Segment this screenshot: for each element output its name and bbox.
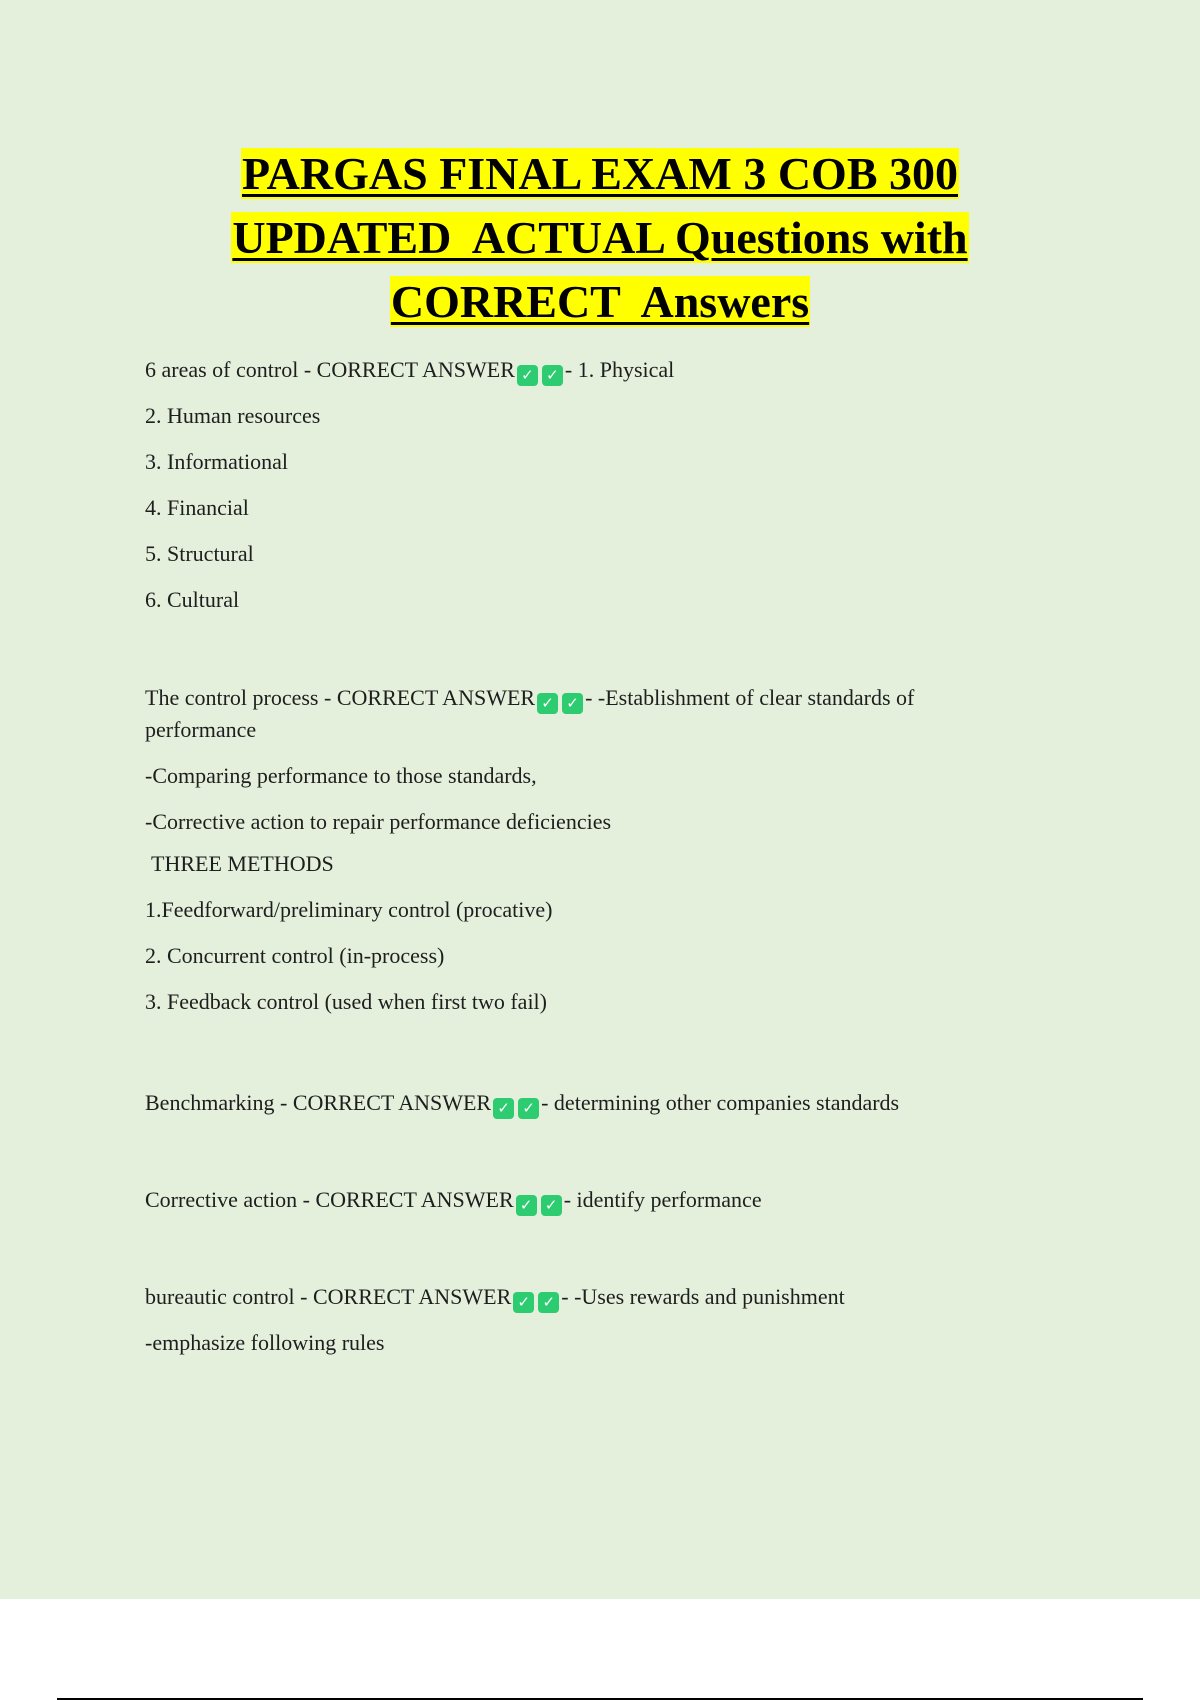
qa-answer-start: - -Establishment of clear standards of performance	[145, 685, 915, 742]
qa-answer-line: THREE METHODS	[151, 851, 334, 876]
white-check-mark-icon: ✓	[517, 365, 538, 386]
qa-answer-start: - -Uses rewards and punishment	[561, 1284, 845, 1309]
qa-term: bureautic control -	[145, 1284, 308, 1309]
qa-term: The control process -	[145, 685, 332, 710]
qa-answer-line: 3. Feedback control (used when first two fail)	[145, 989, 547, 1014]
white-check-mark-icon: ✓	[538, 1292, 559, 1313]
white-check-mark-icon: ✓	[562, 693, 583, 714]
qa-answer-line: 3. Informational	[145, 449, 288, 474]
qa-entry-areas-of-control	[145, 354, 1025, 616]
qa-first-line	[145, 1087, 1025, 1119]
qa-answer-start: - 1. Physical	[564, 357, 675, 382]
qa-answer-line: -Corrective action to repair performance deficiencies	[145, 809, 612, 834]
qa-answer-line: 2. Concurrent control (in-process)	[145, 943, 445, 968]
document-title	[100, 142, 1100, 334]
qa-answer-line: 4. Financial	[145, 495, 249, 520]
title-line: PARGAS FINAL EXAM 3 COB 300	[241, 148, 958, 199]
qa-term: Corrective action -	[145, 1187, 310, 1212]
qa-first-line	[145, 1184, 1025, 1216]
qa-entry-benchmarking	[145, 1087, 1025, 1119]
answer-tag: CORRECT ANSWER	[336, 685, 536, 710]
qa-entry-bureautic-control	[145, 1281, 1025, 1359]
white-check-mark-icon: ✓	[518, 1098, 539, 1119]
white-check-mark-icon: ✓	[493, 1098, 514, 1119]
white-check-mark-icon: ✓	[513, 1292, 534, 1313]
qa-answer-start: - identify performance	[563, 1187, 762, 1212]
qa-answer-line: 6. Cultural	[145, 587, 240, 612]
qa-answer-line: -Comparing performance to those standards,	[145, 763, 537, 788]
title-line: UPDATED ACTUAL Questions with	[232, 212, 968, 263]
white-check-mark-icon: ✓	[541, 1195, 562, 1216]
qa-first-line	[145, 354, 1025, 386]
title-line: CORRECT Answers	[390, 276, 810, 327]
white-check-mark-icon: ✓	[516, 1195, 537, 1216]
qa-first-line	[145, 682, 1025, 746]
answer-tag: CORRECT ANSWER	[292, 1090, 492, 1115]
answer-tag: CORRECT ANSWER	[316, 357, 515, 382]
white-check-mark-icon: ✓	[542, 365, 563, 386]
qa-term: 6 areas of control -	[145, 357, 312, 382]
qa-entry-control-process	[145, 682, 1025, 1018]
qa-term: Benchmarking -	[145, 1090, 288, 1115]
qa-answer-line: 2. Human resources	[145, 403, 321, 428]
answer-tag: CORRECT ANSWER	[315, 1187, 514, 1212]
answer-tag: CORRECT ANSWER	[313, 1284, 512, 1309]
qa-answer-line: 1.Feedforward/preliminary control (procative)	[145, 897, 553, 922]
qa-answer-line: -emphasize following rules	[145, 1330, 385, 1355]
qa-first-line	[145, 1281, 1025, 1313]
qa-entry-corrective-action	[145, 1184, 1025, 1216]
qa-answer-line: 5. Structural	[145, 541, 254, 566]
white-check-mark-icon: ✓	[537, 693, 558, 714]
qa-answer-start: - determining other companies standards	[541, 1090, 900, 1115]
